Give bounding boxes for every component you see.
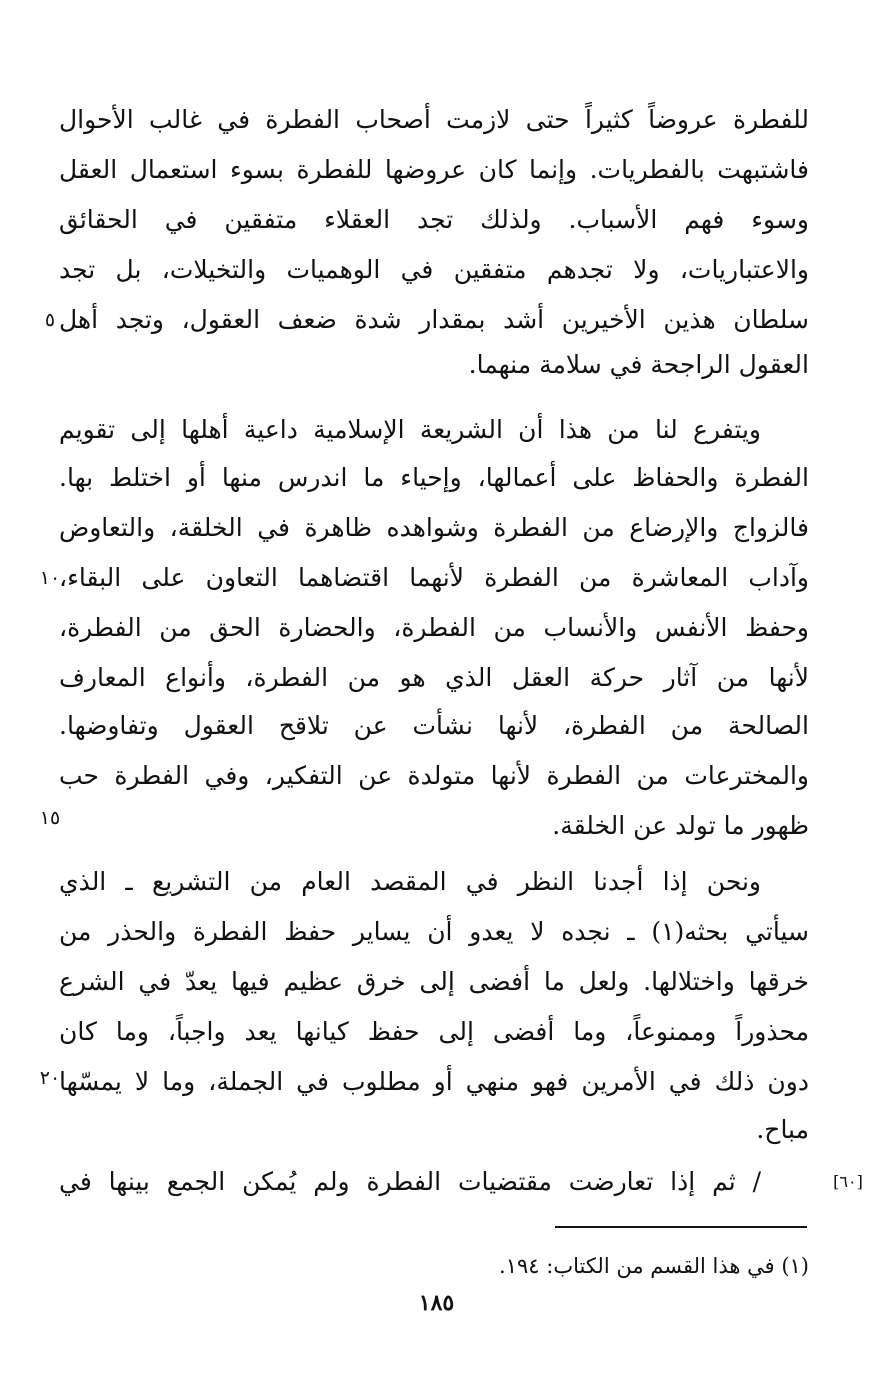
text-line: وحفظ الأنفس والأنساب من الفطرة، والحضارة الحق من الفطرة، (59, 613, 809, 642)
text-line: والاعتباريات، ولا تجدهم متفقين في الوهميات والتخيلات، بل تجد (59, 255, 809, 284)
footnote: (١) في هذا القسم من الكتاب: ١٩٤. (499, 1254, 809, 1278)
text-line: مباح. (756, 1115, 809, 1144)
text-line: الفطرة والحفاظ على أعمالها، وإحياء ما اندرس منها أو اختلط بها. (59, 463, 809, 492)
text-line: خرقها واختلالها. ولعل ما أفضى إلى خرق عظيم فيها يعدّ في الشرع (59, 967, 809, 996)
text-line: الصالحة من الفطرة، لأنها نشأت عن تلاقح العقول وتفاوضها. (59, 711, 809, 740)
text-line: ظهور ما تولد عن الخلقة. (552, 811, 809, 840)
text-line: وآداب المعاشرة من الفطرة لأنهما اقتضاهما التعاون على البقاء، (59, 563, 809, 592)
page-number: ١٨٥ (418, 1290, 455, 1316)
text-line: فالزواج والإرضاع من الفطرة وشواهده ظاهرة في الخلقة، والتعاوض (59, 513, 809, 542)
text-line: سلطان هذين الأخيرين أشد بمقدار شدة ضعف العقول، وتجد أهل (59, 305, 809, 334)
text-line: / ثم إذا تعارضت مقتضيات الفطرة ولم يُمكن الجمع بينها في (59, 1167, 761, 1196)
text-line: محذوراً وممنوعاً، وما أفضى إلى حفظ كيانها يعد واجباً، وما كان (59, 1017, 809, 1046)
text-line: ونحن إذا أجدنا النظر في المقصد العام من التشريع ـ الذي (59, 867, 761, 896)
text-line: لأنها من آثار حركة العقل الذي هو من الفطرة، وأنواع المعارف (59, 663, 809, 692)
line-number-margin: ٥ (44, 309, 56, 331)
line-number-margin: ٢٠ (39, 1067, 61, 1089)
line-number-margin: ١٥ (39, 807, 61, 829)
text-line: العقول الراجحة في سلامة منهما. (468, 350, 809, 379)
text-line: سيأتي بحثه(١) ـ نجده لا يعدو أن يساير حفظ الفطرة والحذر من (59, 917, 809, 946)
original-page-reference: [٦٠] (833, 1172, 863, 1191)
text-line: والمخترعات من الفطرة لأنها متولدة عن التفكير، وفي الفطرة حب (59, 761, 809, 790)
text-line: دون ذلك في الأمرين فهو منهي أو مطلوب في الجملة، وما لا يمسّها (59, 1067, 809, 1096)
text-line: فاشتبهت بالفطريات. وإنما كان عروضها للفطرة بسوء استعمال العقل (59, 155, 809, 184)
footnote-divider (555, 1226, 807, 1228)
text-line: ويتفرع لنا من هذا أن الشريعة الإسلامية داعية أهلها إلى تقويم (59, 415, 761, 444)
line-number-margin: ١٠ (39, 567, 61, 589)
text-line: وسوء فهم الأسباب. ولذلك تجد العقلاء متفقين في الحقائق (59, 205, 809, 234)
text-line: للفطرة عروضاً كثيراً حتى لازمت أصحاب الفطرة في غالب الأحوال (59, 105, 809, 134)
